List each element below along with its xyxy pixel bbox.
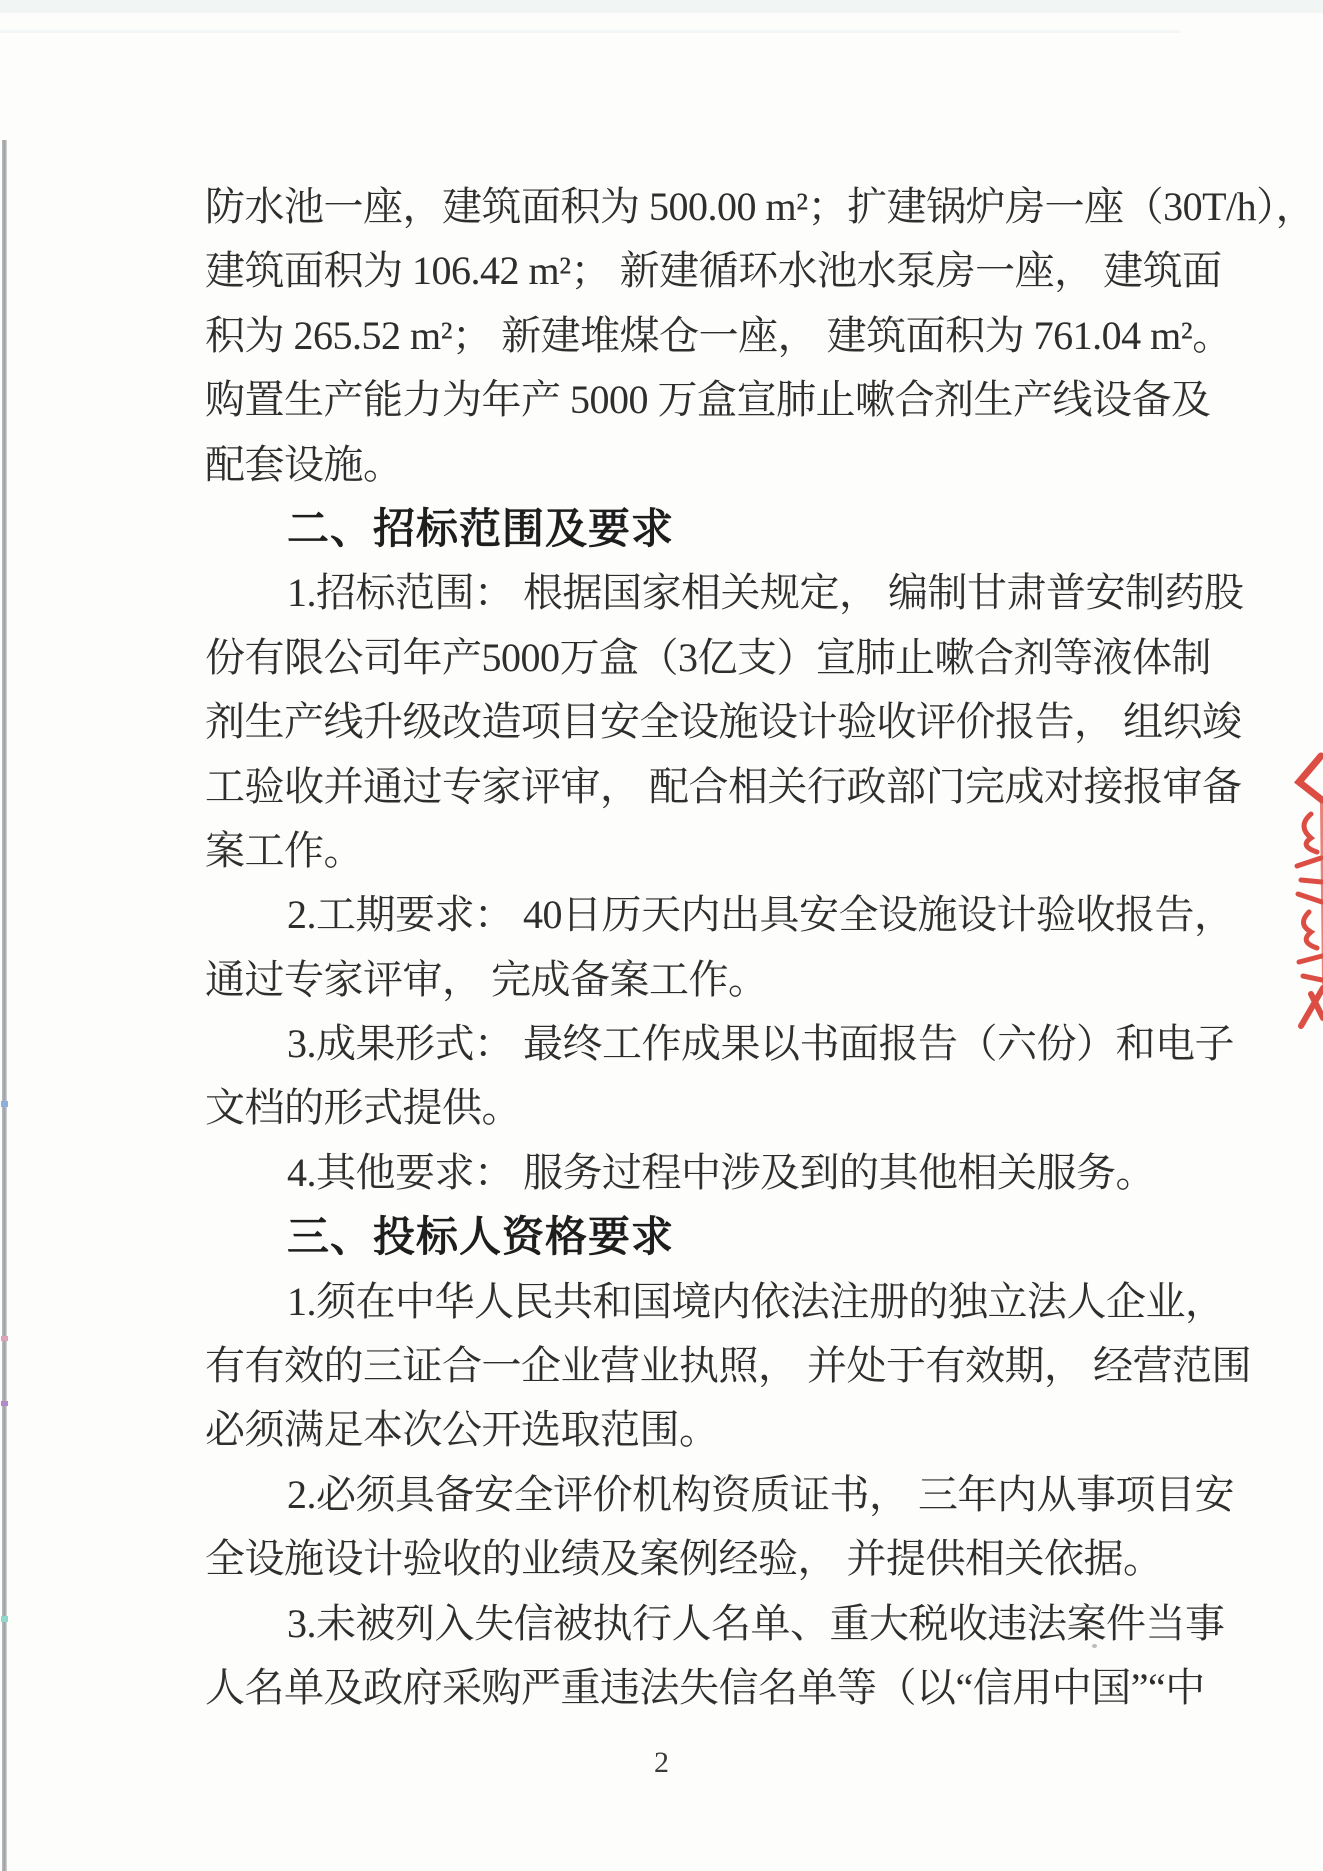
text-line: 案工作。 — [205, 827, 363, 873]
text-line: 有有效的三证合一企业营业执照， 并处于有效期， 经营范围 — [205, 1343, 1251, 1389]
text-line: 4.其他要求： 服务过程中涉及到的其他相关服务。 — [287, 1149, 1155, 1195]
scan-artifact-tick — [1, 1401, 8, 1406]
text-line: 防水池一座，建筑面积为 500.00 m²；扩建锅炉房一座（30T/h）， — [205, 184, 1316, 229]
scan-artifact-top-band — [0, 0, 1323, 13]
page-number: 2 — [654, 1746, 669, 1779]
scan-artifact-tick — [1, 1336, 8, 1341]
text-line: 积为 265.52 m²； 新建堆煤仓一座， 建筑面积为 761.04 m²。 — [205, 312, 1232, 358]
text-line: 人名单及政府采购严重违法失信名单等（以“信用中国”“中 — [205, 1664, 1205, 1710]
text-line: 份有限公司年产5000万盒（3亿支）宣肺止嗽合剂等液体制 — [205, 634, 1211, 680]
text-line: 1.须在中华人民共和国境内依法注册的独立法人企业， — [287, 1278, 1225, 1324]
text-line: 通过专家评审， 完成备案工作。 — [205, 956, 768, 1002]
text-line: 2.必须具备安全评价机构资质证书， 三年内从事项目安 — [287, 1471, 1234, 1517]
text-line: 剂生产线升级改造项目安全设施设计验收评价报告， 组织竣 — [205, 699, 1242, 745]
scan-artifact-tick — [1, 1616, 8, 1622]
text-line: 工验收并通过专家评审， 配合相关行政部门完成对接报审备 — [205, 763, 1242, 809]
text-line: 2.工期要求： 40日历天内出具安全设施设计验收报告， — [287, 892, 1234, 938]
text-line: 全设施设计验收的业绩及案例经验， 并提供相关依据。 — [205, 1536, 1163, 1582]
document-body — [205, 175, 1316, 1720]
text-line: 购置生产能力为年产 5000 万盒宣肺止嗽合剂生产线设备及 — [205, 377, 1211, 423]
text-line: 3.成果形式： 最终工作成果以书面报告（六份）和电子 — [287, 1021, 1234, 1067]
section-heading: 二、招标范围及要求 — [287, 504, 675, 552]
text-line: 配套设施。 — [205, 441, 403, 487]
scan-artifact-left-edge — [2, 140, 7, 1871]
scan-artifact-tick — [1, 1101, 8, 1107]
text-line: 建筑面积为 106.42 m²； 新建循环水池水泵房一座， 建筑面 — [205, 248, 1222, 294]
section-heading: 三、投标人资格要求 — [287, 1213, 675, 1261]
text-line: 必须满足本次公开选取范围。 — [205, 1407, 719, 1453]
text-line: 文档的形式提供。 — [205, 1085, 521, 1131]
text-line: 3.未被列入失信被执行人名单、重大税收违法案件当事 — [287, 1600, 1225, 1646]
red-seal-fragment — [1281, 748, 1323, 1048]
text-line: 1.招标范围： 根据国家相关规定， 编制甘肃普安制药股 — [287, 570, 1244, 616]
scan-artifact-top-line — [0, 30, 1180, 33]
